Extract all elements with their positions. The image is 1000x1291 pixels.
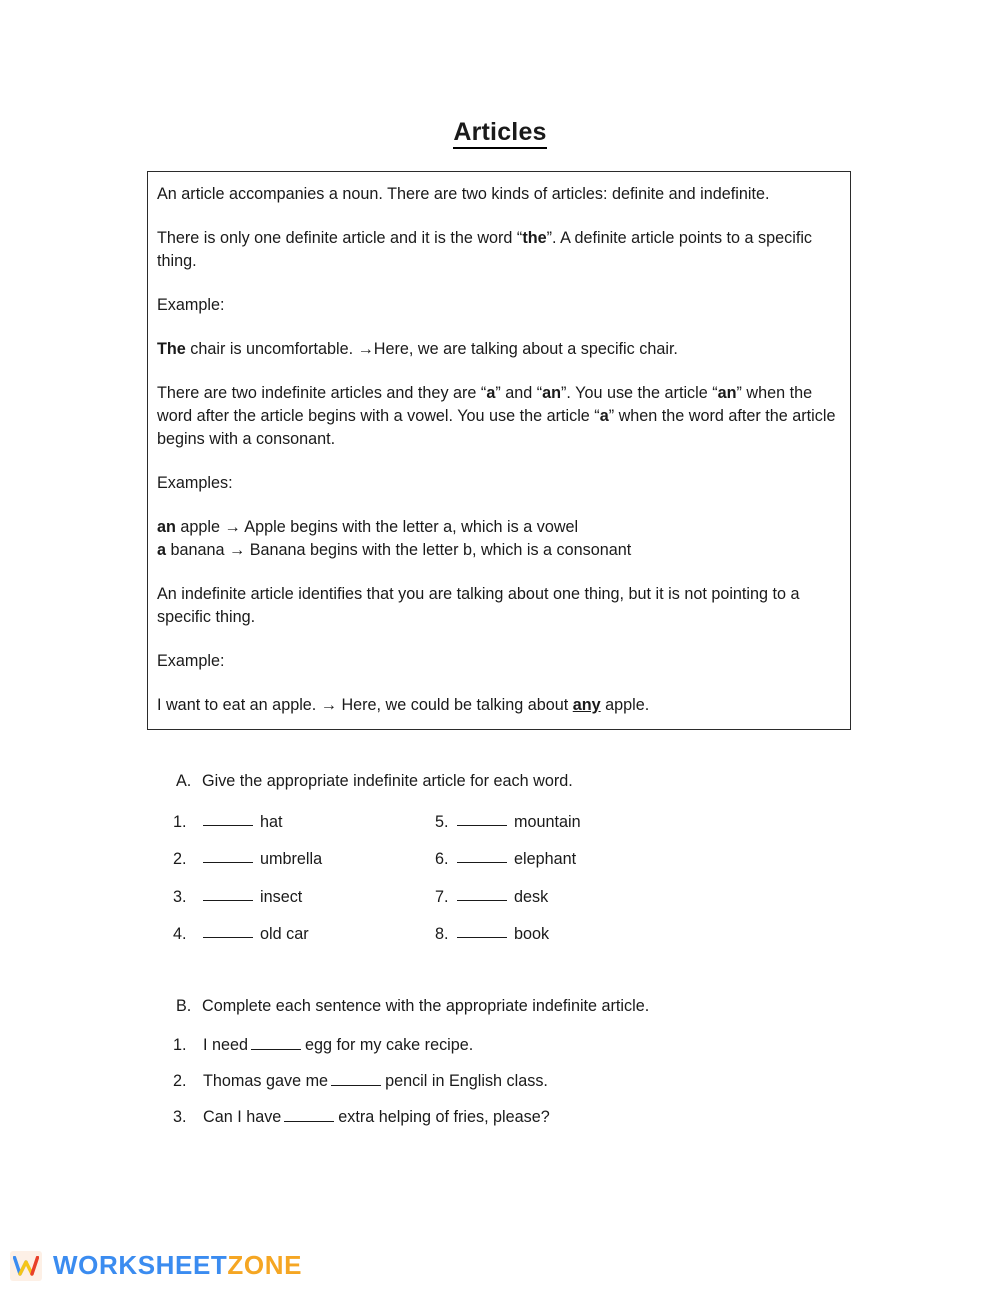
emphasis-text: any — [572, 696, 601, 714]
sentence-before-blank: Can I have — [203, 1108, 282, 1127]
paragraph-text: I want to eat an apple. → Here, we could be talking about — [157, 696, 573, 714]
explanation-box — [147, 171, 851, 730]
paragraph-text: ” when the word after the article begins with a consonant. — [157, 407, 836, 448]
sentence-before-blank: Thomas gave me — [203, 1072, 329, 1091]
sentence-item — [173, 1107, 1000, 1127]
answer-blank[interactable] — [203, 848, 253, 863]
w-logo-icon — [10, 1251, 42, 1281]
item-number: 5. — [435, 812, 449, 831]
explanation-paragraph — [157, 694, 838, 717]
sentence-item — [173, 1071, 1000, 1091]
item-word: book — [514, 925, 550, 944]
explanation-paragraph — [157, 294, 838, 317]
paragraph-text: ” and “ — [495, 384, 543, 402]
emphasis-text: an — [717, 384, 737, 402]
item-word: elephant — [514, 850, 577, 869]
exercise-instruction: Complete each sentence with the appropriate indefinite article. — [202, 996, 650, 1015]
answer-row — [173, 848, 1000, 871]
item-number: 8. — [435, 925, 449, 944]
answer-item — [173, 848, 435, 871]
emphasis-text: a — [157, 541, 167, 559]
item-number: 2. — [173, 1072, 187, 1091]
paragraph-text: apple. — [600, 696, 650, 714]
paragraph-text: Example: — [157, 296, 225, 314]
paragraph-text: An indefinite article identifies that you are talking about one thing, but it is not pointing to a specific thing. — [157, 585, 800, 626]
paragraph-text: banana → Banana begins with the letter b, which is a consonant — [166, 541, 632, 559]
exercise-letter: B. — [176, 996, 192, 1015]
item-word: desk — [514, 887, 549, 906]
item-number: 3. — [173, 1108, 187, 1127]
paragraph-text: ”. You use the article “ — [561, 384, 718, 402]
paragraph-text: ”. A definite article points to a specific thing. — [157, 229, 813, 270]
item-word: old car — [260, 925, 309, 944]
answer-item — [435, 811, 581, 834]
brand-zone: ZONE — [227, 1250, 303, 1280]
explanation-paragraph — [157, 227, 838, 273]
explanation-paragraph — [157, 382, 838, 451]
explanation-paragraph — [157, 472, 838, 495]
exercise-section — [0, 995, 1000, 1128]
answer-item — [435, 848, 576, 871]
sentence-after-blank: egg for my cake recipe. — [305, 1036, 474, 1055]
answer-blank[interactable] — [457, 923, 507, 938]
paragraph-text: There is only one definite article and it is the word “ — [157, 229, 523, 247]
answer-blank[interactable] — [284, 1107, 334, 1122]
exercise-section — [0, 770, 1000, 947]
item-number: 3. — [173, 887, 187, 906]
brand-worksheet: WORKSHEET — [53, 1250, 228, 1280]
footer-branding — [10, 1250, 302, 1281]
explanation-paragraph — [157, 583, 838, 629]
page-title — [0, 0, 1000, 147]
emphasis-text: a — [486, 384, 496, 402]
exercise-sections — [0, 770, 1000, 1143]
answer-row — [173, 811, 1000, 834]
item-word: insect — [260, 887, 303, 906]
exercise-instruction: Give the appropriate indefinite article for each word. — [202, 772, 573, 790]
sentence-item — [173, 1035, 1000, 1055]
emphasis-text: The — [157, 340, 186, 358]
answer-blank[interactable] — [203, 923, 253, 938]
answer-item — [173, 886, 435, 909]
explanation-paragraph — [157, 338, 838, 361]
item-word: hat — [260, 812, 283, 831]
paragraph-text: There are two indefinite articles and they are “ — [157, 384, 487, 402]
answer-blank[interactable] — [251, 1035, 301, 1050]
sentence-after-blank: extra helping of fries, please? — [338, 1108, 550, 1127]
paragraph-text: An article accompanies a noun. There are two kinds of articles: definite and indefinite. — [157, 185, 770, 203]
explanation-paragraph — [157, 183, 838, 206]
answer-blank[interactable] — [457, 811, 507, 826]
item-number: 4. — [173, 925, 187, 944]
emphasis-text: the — [522, 229, 547, 247]
exercise-letter: A. — [176, 772, 192, 790]
sentence-list — [0, 1035, 1000, 1127]
answer-grid — [0, 811, 1000, 947]
answer-item — [435, 923, 549, 946]
item-number: 6. — [435, 850, 449, 869]
item-number: 1. — [173, 1036, 187, 1055]
answer-blank[interactable] — [457, 886, 507, 901]
explanation-paragraph — [157, 650, 838, 673]
page-title-text: Articles — [453, 118, 546, 149]
item-word: umbrella — [260, 850, 323, 869]
answer-blank[interactable] — [203, 811, 253, 826]
emphasis-text: an — [157, 518, 176, 536]
sentence-before-blank: I need — [203, 1036, 249, 1055]
item-number: 7. — [435, 887, 449, 906]
paragraph-text: apple → Apple begins with the letter a, which is a vowel — [175, 518, 579, 536]
exercise-heading — [0, 995, 1000, 1018]
answer-blank[interactable] — [203, 886, 253, 901]
answer-row — [173, 923, 1000, 946]
item-number: 1. — [173, 812, 187, 831]
sentence-after-blank: pencil in English class. — [385, 1072, 548, 1091]
answer-blank[interactable] — [331, 1071, 381, 1086]
item-number: 2. — [173, 850, 187, 869]
answer-item — [173, 811, 435, 834]
emphasis-text: an — [542, 384, 562, 402]
exercise-heading — [0, 770, 1000, 793]
paragraph-text: chair is uncomfortable. →Here, we are talking about a specific chair. — [185, 340, 678, 358]
answer-blank[interactable] — [457, 848, 507, 863]
emphasis-text: a — [599, 407, 609, 425]
paragraph-text: Examples: — [157, 474, 233, 492]
item-word: mountain — [514, 812, 581, 831]
paragraph-text: ” when the word after the article begins with a vowel. You use the article “ — [157, 384, 813, 425]
answer-item — [435, 886, 548, 909]
paragraph-text: Example: — [157, 652, 225, 670]
answer-row — [173, 886, 1000, 909]
answer-item — [173, 923, 435, 946]
brand-wordmark — [53, 1250, 302, 1281]
explanation-paragraph — [157, 516, 838, 562]
